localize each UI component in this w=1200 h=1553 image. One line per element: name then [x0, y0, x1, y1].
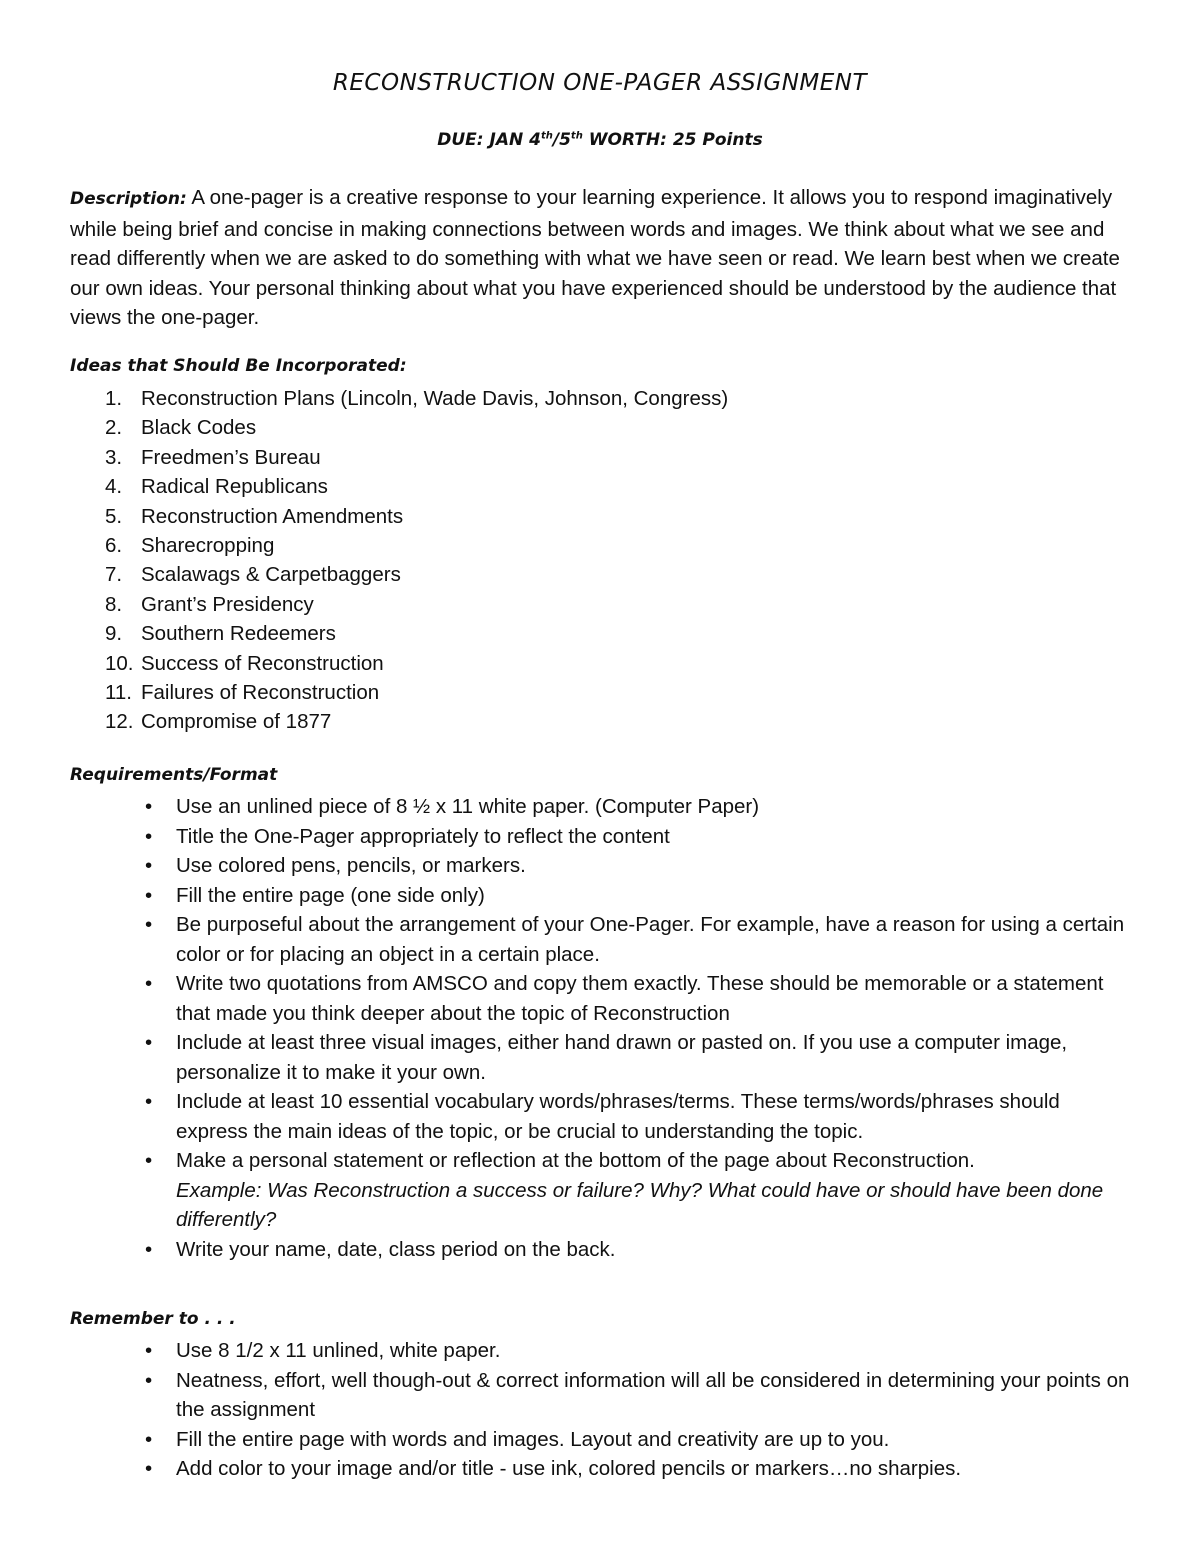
- item-number: 3.: [105, 445, 123, 469]
- example-question: Example: Was Reconstruction a success or failure? Why? What could have or should have been done differently?: [176, 1178, 1104, 1231]
- list-item: [70, 792, 1130, 822]
- item-text: Reconstruction Plans (Lincoln, Wade Davis, Johnson, Congress): [141, 387, 729, 410]
- list-item: [70, 678, 728, 707]
- item-number: 1.: [105, 387, 123, 410]
- list-item: [70, 707, 728, 736]
- item-number: 8.: [105, 592, 123, 616]
- list-item: [70, 1146, 1130, 1235]
- item-text: Fill the entire page with words and images. Layout and creativity are up to you.: [176, 1427, 890, 1451]
- bullet-icon: •: [145, 1339, 153, 1362]
- item-text: Include at least 10 essential vocabulary words/phrases/terms. These terms/words/phrases should express the main ideas of the topic, or be crucial to understanding the topic.: [176, 1090, 1060, 1143]
- bullet-icon: •: [145, 1090, 153, 1113]
- bullet-icon: •: [145, 1237, 153, 1261]
- remember-heading: Remember to . . .: [70, 1309, 236, 1329]
- bullet-icon: •: [145, 1031, 153, 1054]
- bullet-icon: •: [145, 972, 153, 995]
- item-number: 5.: [105, 504, 123, 528]
- list-item: [70, 443, 728, 472]
- list-item: [70, 1366, 1130, 1425]
- bullet-icon: •: [145, 1368, 153, 1392]
- item-text: Use 8 1/2 x 11 unlined, white paper.: [176, 1339, 501, 1362]
- item-text: Write your name, date, class period on the back.: [176, 1237, 616, 1261]
- description-heading: Description:: [70, 189, 187, 209]
- item-number: 12.: [105, 710, 134, 734]
- item-text: Failures of Reconstruction: [141, 681, 380, 705]
- bullet-icon: •: [145, 1427, 153, 1451]
- item-number: 2.: [105, 416, 123, 440]
- list-item: [70, 1425, 1130, 1455]
- item-number: 11.: [105, 681, 132, 705]
- page-title: RECONSTRUCTION ONE-PAGER ASSIGNMENT: [332, 70, 868, 96]
- item-text: Grant’s Presidency: [141, 592, 314, 616]
- worth-label: WORTH: 25 Points: [582, 130, 763, 150]
- due-mid: /5: [552, 130, 571, 150]
- list-item: [70, 1336, 1130, 1366]
- item-text: Write two quotations from AMSCO and copy them exactly. These should be memorable or a statement that made you think deeper about the topic of Reconstruction: [176, 972, 1104, 1025]
- list-item: [70, 1087, 1130, 1146]
- due-sup-1: th: [540, 130, 553, 142]
- list-item: [70, 619, 728, 648]
- bullet-icon: •: [145, 854, 153, 877]
- item-text: Scalawags & Carpetbaggers: [141, 563, 401, 587]
- list-item: [70, 1028, 1130, 1087]
- item-text: Use colored pens, pencils, or markers.: [176, 854, 526, 877]
- bullet-icon: •: [145, 1149, 153, 1172]
- item-text: Be purposeful about the arrangement of your One-Pager. For example, have a reason for using a certain color or for placing an object in a certain place.: [176, 913, 1125, 966]
- item-text: Compromise of 1877: [141, 710, 332, 734]
- due-label: DUE: JAN 4: [437, 130, 541, 150]
- item-number: 4.: [105, 475, 123, 499]
- list-item: [70, 472, 728, 501]
- item-text: Success of Reconstruction: [141, 651, 384, 675]
- ideas-list: [70, 384, 728, 737]
- item-text: Radical Republicans: [141, 475, 328, 499]
- list-item: [70, 590, 728, 619]
- list-item: [70, 822, 1130, 852]
- list-item: [70, 1235, 1130, 1265]
- ideas-heading: Ideas that Should Be Incorporated:: [70, 356, 407, 376]
- item-text: Sharecropping: [141, 534, 275, 558]
- item-text: Include at least three visual images, either hand drawn or pasted on. If you use a computer image, personalize it to make it your own.: [176, 1031, 1068, 1084]
- list-item: [70, 1454, 1130, 1484]
- list-item: [70, 649, 728, 678]
- list-item: [70, 910, 1130, 969]
- item-number: 10.: [105, 651, 134, 675]
- bullet-icon: •: [145, 1457, 153, 1480]
- list-item: [70, 531, 728, 560]
- due-line: [0, 130, 1200, 150]
- bullet-icon: •: [145, 795, 153, 818]
- list-item: [70, 851, 1130, 881]
- item-number: 6.: [105, 534, 123, 558]
- due-sup-2: th: [570, 130, 583, 142]
- item-text: Fill the entire page (one side only): [176, 883, 485, 907]
- list-item: [70, 560, 728, 589]
- list-item: [70, 413, 728, 442]
- item-text: Make a personal statement or reflection at the bottom of the page about Reconstruction.: [176, 1149, 975, 1172]
- bullet-icon: •: [145, 883, 153, 907]
- bullet-icon: •: [145, 824, 153, 848]
- item-text: Title the One-Pager appropriately to reflect the content: [176, 824, 670, 848]
- list-item: [70, 969, 1130, 1028]
- item-text: Black Codes: [141, 416, 257, 440]
- item-text: Reconstruction Amendments: [141, 504, 404, 528]
- item-text: Use an unlined piece of 8 ½ x 11 white paper. (Computer Paper): [176, 795, 760, 818]
- item-text: Add color to your image and/or title - use ink, colored pencils or markers…no sharpies.: [176, 1457, 962, 1480]
- description-paragraph: [70, 183, 1130, 333]
- list-item: [70, 502, 728, 531]
- requirements-list: [70, 792, 1130, 1264]
- requirements-heading: Requirements/Format: [70, 765, 278, 785]
- item-text: Freedmen’s Bureau: [141, 445, 321, 469]
- item-text: Southern Redeemers: [141, 622, 336, 646]
- description-text: A one-pager is a creative response to your learning experience. It allows you to respond imaginatively while being brief and concise in making connections between words and images. We think about what we see and read differently when we are asked to do something with what we have seen or read. We learn best when we create our own ideas. Your personal thinking about what you have experienced should be understood by the audience that views the one-pager.: [70, 186, 1120, 330]
- item-number: 9.: [105, 622, 123, 646]
- item-text: Neatness, effort, well though-out & correct information will all be considered in determining your points on the assignment: [176, 1368, 1130, 1421]
- bullet-icon: •: [145, 913, 153, 936]
- list-item: [70, 384, 728, 413]
- item-number: 7.: [105, 563, 123, 587]
- list-item: [70, 881, 1130, 911]
- remember-list: [70, 1336, 1130, 1484]
